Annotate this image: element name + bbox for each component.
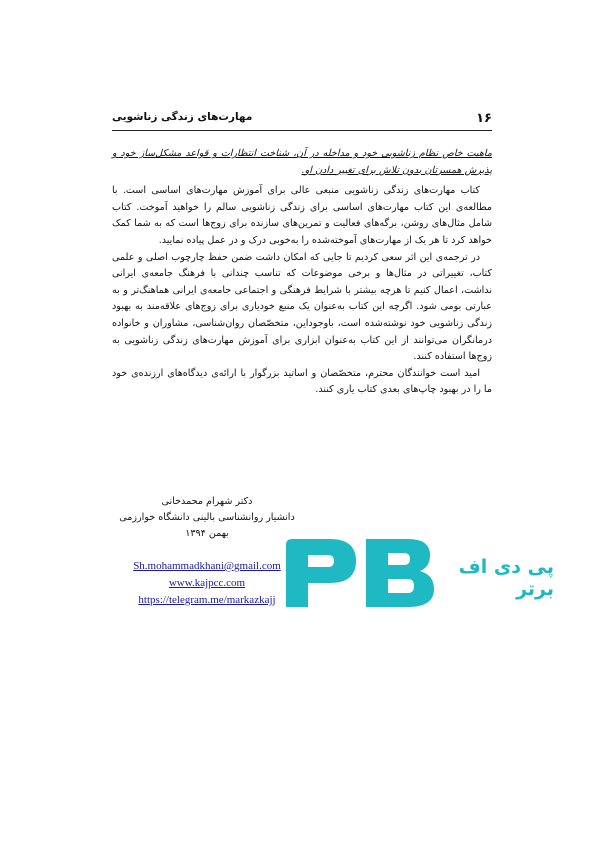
telegram-link[interactable]: https://telegram.me/markazkajj (138, 594, 276, 606)
paragraph-3: امید است خوانندگان محترم، متخصّصان و اساتید بزرگوار با ارائه‌ی دیدگاه‌های ارزنده‌ی خود ما را در بهبود چاپ‌های بعدی کتاب یاری کنند. (112, 367, 492, 396)
paragraph-1: کتاب مهارت‌های زندگی زناشویی منبعی عالی برای آموزش مهارت‌های اساسی است. با مطالعه‌ی این کتاب مهارت‌های اساسی برای زندگی زناشویی سالم را خواهید آموخت. کتاب شامل مثال‌های روشن، برگه‌های فعالیت و تمرین‌های سازنده برای زوج‌ها است که به شما کمک خواهد کرد تا هر یک از مهارت‌های آموخته‌شده را به‌خوبی درک و در عمل پیاده نمایید. (112, 185, 492, 246)
website-link[interactable]: www.kajpcc.com (168, 577, 246, 589)
watermark-text: پی دی اف برتر (458, 556, 554, 600)
signature-block (112, 494, 302, 542)
email-link[interactable]: Sh.mohammadkhani@gmail.com (133, 560, 281, 572)
lead-paragraph: ماهیت خاص نظام زناشویی خود و مداخله در آن، شناخت انتظارات و قواعد مشکل‌ساز خود و پذیرش همسرتان بدون تلاش برای تغییر دادن او. (112, 148, 492, 176)
paragraph-2: در ترجمه‌ی این اثر سعی کردیم تا جایی که امکان داشت ضمن حفظ چارچوب اصلی و علمی کتاب، تغییراتی در مثال‌ها و برخی موضوعات که تناسب چندانی با فرهنگ جامعه‌ی ایرانی نداشت، اعمال کنیم تا هرچه بیشتر با شرایط فرهنگی و اجتماعی جامعه‌ی ایرانی هماهنگ‌تر و به عبارتی بومی شود. اگرچه این کتاب به‌عنوان یک منبع خودیاری برای زوج‌های علاقه‌مند به بهبود زندگی زناشویی خود نوشته‌شده است، باوجوداین، متخصّصان روان‌شناسی، مشاوران و خانواده درمانگران می‌توانند از این کتاب به‌عنوان ابزاری برای آموزش مهارت‌های زندگی زناشویی به زوج‌ها استفاده کنند. (112, 251, 492, 363)
running-title: مهارت‌های زندگی زناشویی (112, 111, 253, 123)
author-position: دانشیار روانشناسی بالینی دانشگاه خوارزمی (119, 512, 295, 523)
body-text (112, 146, 492, 399)
contact-links (112, 558, 302, 609)
signature-date: بهمن ۱۳۹۴ (185, 528, 229, 539)
author-name: دکتر شهرام محمدخانی (161, 496, 253, 507)
page-number: ۱۶ (476, 111, 492, 126)
page-header (112, 108, 492, 131)
